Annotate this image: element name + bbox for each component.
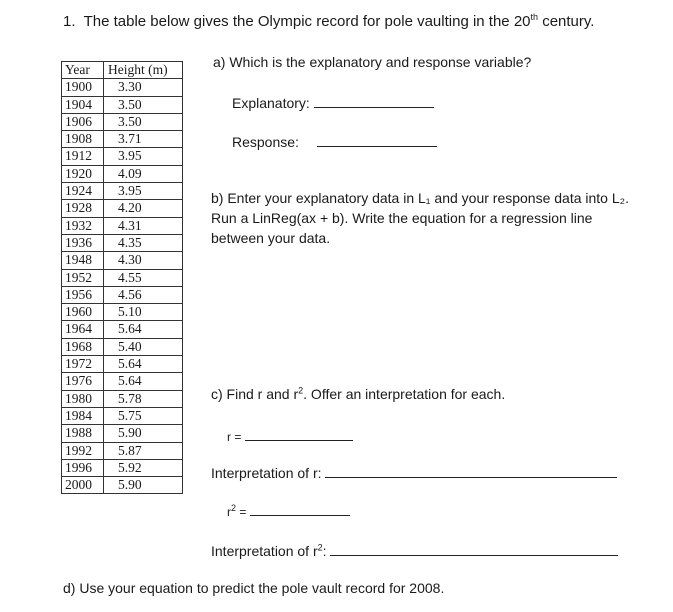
table-row <box>62 286 183 303</box>
table-row <box>62 165 183 182</box>
intro-text-end: century. <box>538 13 595 30</box>
table-row <box>62 390 183 407</box>
header-year: Year <box>62 62 104 79</box>
year-cell: 2000 <box>62 477 104 494</box>
height-cell: 4.20 <box>104 200 183 217</box>
r-label: r = <box>227 430 242 444</box>
year-cell: 1984 <box>62 407 104 424</box>
part-b-line-1: b) Enter your explanatory data in L₁ and your response data into L₂. <box>211 190 629 206</box>
table-row <box>62 131 183 148</box>
part-d-question: d) Use your equation to predict the pole vault record for 2008. <box>63 580 445 596</box>
table-row <box>62 148 183 165</box>
table-header-row <box>62 62 183 79</box>
table-row <box>62 183 183 200</box>
table-body <box>62 79 183 494</box>
height-cell: 3.95 <box>104 148 183 165</box>
explanatory-row <box>232 93 434 111</box>
height-cell: 3.30 <box>104 79 183 96</box>
height-cell: 4.56 <box>104 286 183 303</box>
question-number: 1. <box>63 13 76 30</box>
intro-sup: th <box>530 12 539 22</box>
r2-sup: 2 <box>231 503 237 513</box>
table-row <box>62 407 183 424</box>
year-cell: 1948 <box>62 252 104 269</box>
interpretation-r2-colon: : <box>322 543 327 559</box>
height-cell: 5.78 <box>104 390 183 407</box>
table-row <box>62 442 183 459</box>
height-cell: 3.95 <box>104 183 183 200</box>
header-height: Height (m) <box>104 62 183 79</box>
part-c-text-end: . Offer an interpretation for each. <box>303 386 506 402</box>
table-row <box>62 113 183 130</box>
interpretation-r2-row <box>211 541 618 559</box>
height-cell: 5.87 <box>104 442 183 459</box>
table-row <box>62 79 183 96</box>
year-cell: 1900 <box>62 79 104 96</box>
table-row <box>62 217 183 234</box>
response-row <box>232 132 437 150</box>
table-row <box>62 200 183 217</box>
height-cell: 5.40 <box>104 338 183 355</box>
height-cell: 5.64 <box>104 373 183 390</box>
year-cell: 1908 <box>62 131 104 148</box>
height-cell: 4.09 <box>104 165 183 182</box>
table-row <box>62 338 183 355</box>
year-cell: 1920 <box>62 165 104 182</box>
height-cell: 3.50 <box>104 96 183 113</box>
table-row <box>62 96 183 113</box>
interpretation-r2-blank[interactable] <box>330 541 618 556</box>
height-cell: 5.64 <box>104 356 183 373</box>
year-cell: 1968 <box>62 338 104 355</box>
year-cell: 1976 <box>62 373 104 390</box>
explanatory-answer-blank[interactable] <box>314 93 434 108</box>
height-cell: 5.90 <box>104 425 183 442</box>
r2-row <box>227 503 350 519</box>
r2-equals: = <box>236 505 247 519</box>
table-row <box>62 269 183 286</box>
year-cell: 1952 <box>62 269 104 286</box>
table-row <box>62 356 183 373</box>
interpretation-r2-sup: 2 <box>317 542 323 553</box>
table-row <box>62 252 183 269</box>
year-cell: 1912 <box>62 148 104 165</box>
response-label: Response: <box>232 134 299 150</box>
year-cell: 1996 <box>62 459 104 476</box>
height-cell: 5.90 <box>104 477 183 494</box>
height-cell: 5.92 <box>104 459 183 476</box>
pole-vault-table <box>61 61 183 494</box>
interpretation-r-blank[interactable] <box>325 463 617 478</box>
year-cell: 1956 <box>62 286 104 303</box>
interpretation-r-row <box>211 463 617 481</box>
interpretation-r2-label: Interpretation of r <box>211 543 318 559</box>
table-row <box>62 459 183 476</box>
r2-answer-blank[interactable] <box>250 503 350 516</box>
r2-label: r <box>227 505 231 519</box>
part-c-text: c) Find r and r <box>211 386 299 402</box>
r-answer-blank[interactable] <box>245 428 353 441</box>
interpretation-r-label: Interpretation of r: <box>211 465 322 481</box>
year-cell: 1992 <box>62 442 104 459</box>
year-cell: 1928 <box>62 200 104 217</box>
part-b-line-3: between your data. <box>211 230 331 246</box>
part-b-line-2: Run a LinReg(ax + b). Write the equation for a regression line <box>211 210 593 226</box>
year-cell: 1932 <box>62 217 104 234</box>
year-cell: 1988 <box>62 425 104 442</box>
year-cell: 1924 <box>62 183 104 200</box>
part-c-question <box>211 386 505 402</box>
table-row <box>62 304 183 321</box>
height-cell: 3.50 <box>104 113 183 130</box>
height-cell: 4.55 <box>104 269 183 286</box>
table-row <box>62 425 183 442</box>
height-cell: 3.71 <box>104 131 183 148</box>
height-cell: 4.30 <box>104 252 183 269</box>
year-cell: 1972 <box>62 356 104 373</box>
part-c-sup: 2 <box>298 385 304 396</box>
height-cell: 5.75 <box>104 407 183 424</box>
question-intro <box>63 13 594 30</box>
response-answer-blank[interactable] <box>317 132 437 147</box>
explanatory-label: Explanatory: <box>232 95 310 111</box>
year-cell: 1980 <box>62 390 104 407</box>
table-row <box>62 321 183 338</box>
year-cell: 1906 <box>62 113 104 130</box>
r-row <box>227 428 353 444</box>
height-cell: 4.31 <box>104 217 183 234</box>
year-cell: 1960 <box>62 304 104 321</box>
table-row <box>62 477 183 494</box>
year-cell: 1936 <box>62 234 104 251</box>
year-cell: 1904 <box>62 96 104 113</box>
height-cell: 5.64 <box>104 321 183 338</box>
table-row <box>62 373 183 390</box>
intro-text: The table below gives the Olympic record for pole vaulting in the 20 <box>83 13 531 30</box>
height-cell: 4.35 <box>104 234 183 251</box>
year-cell: 1964 <box>62 321 104 338</box>
part-a-question: a) Which is the explanatory and response variable? <box>213 54 532 70</box>
table-row <box>62 234 183 251</box>
height-cell: 5.10 <box>104 304 183 321</box>
